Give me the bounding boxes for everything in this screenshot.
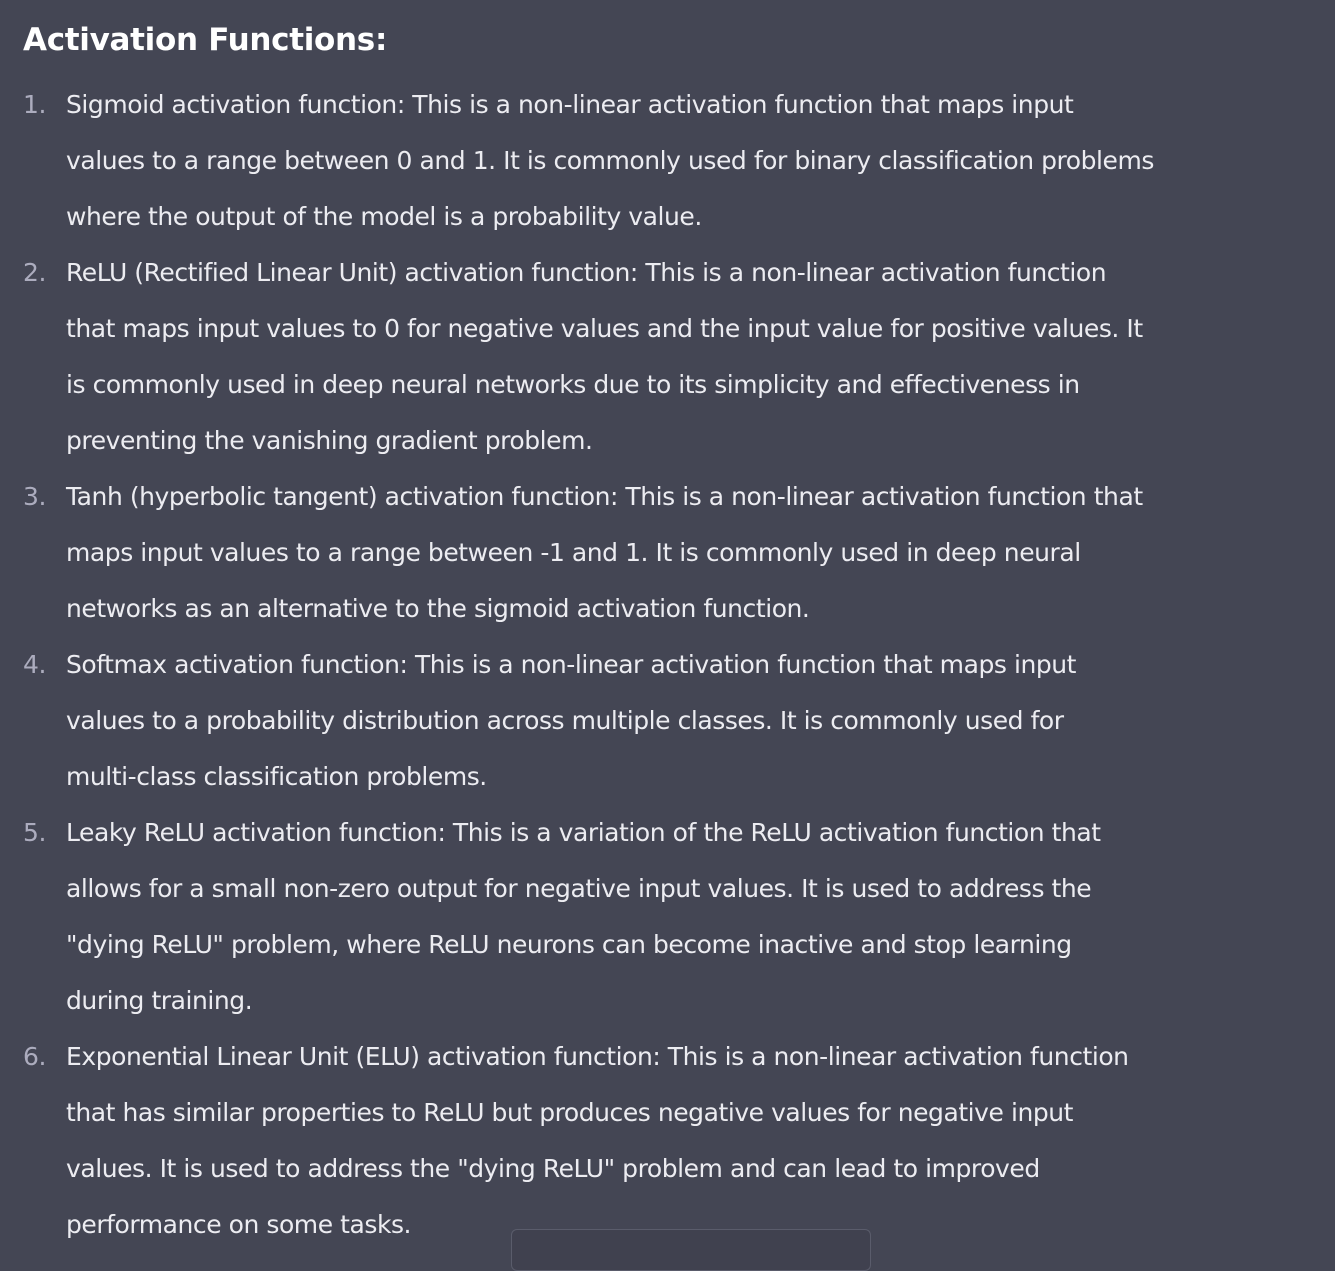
activation-functions-list — [23, 77, 1333, 1253]
list-item-number: 3. — [23, 482, 46, 511]
list-item-line: preventing the vanishing gradient problem. — [66, 426, 593, 455]
list-item-line: Sigmoid activation function: This is a non-linear activation function that maps input — [66, 90, 1074, 119]
list-item — [23, 637, 1333, 805]
list-item-line: is commonly used in deep neural networks due to its simplicity and effectiveness in — [66, 370, 1080, 399]
section-heading: Activation Functions: — [23, 22, 388, 58]
list-item-line: maps input values to a range between -1 and 1. It is commonly used in deep neural — [66, 538, 1081, 567]
list-item-line: Exponential Linear Unit (ELU) activation function: This is a non-linear activation function — [66, 1042, 1129, 1071]
list-item-line: values to a probability distribution across multiple classes. It is commonly used for — [66, 706, 1064, 735]
list-item — [23, 77, 1333, 245]
list-item-number: 4. — [23, 650, 46, 679]
list-item-line: where the output of the model is a probability value. — [66, 202, 702, 231]
list-item-line: Softmax activation function: This is a non-linear activation function that maps input — [66, 650, 1077, 679]
regenerate-response-button[interactable] — [511, 1229, 871, 1271]
list-item — [23, 1029, 1333, 1253]
list-item-line: Tanh (hyperbolic tangent) activation function: This is a non-linear activation function that — [66, 482, 1143, 511]
list-item-number: 1. — [23, 90, 46, 119]
list-item — [23, 245, 1333, 469]
list-item-line: values. It is used to address the "dying ReLU" problem and can lead to improved — [66, 1154, 1040, 1183]
list-item-line: ReLU (Rectified Linear Unit) activation function: This is a non-linear activation function — [66, 258, 1107, 287]
list-item-line: performance on some tasks. — [66, 1210, 412, 1239]
list-item-line: multi-class classification problems. — [66, 762, 487, 791]
list-item-line: that maps input values to 0 for negative values and the input value for positive values. It — [66, 314, 1143, 343]
list-item-line: "dying ReLU" problem, where ReLU neurons can become inactive and stop learning — [66, 930, 1072, 959]
list-item — [23, 469, 1333, 637]
list-item-line: values to a range between 0 and 1. It is commonly used for binary classification problems — [66, 146, 1154, 175]
list-item-number: 6. — [23, 1042, 46, 1071]
list-item-line: networks as an alternative to the sigmoid activation function. — [66, 594, 810, 623]
list-item-line: allows for a small non-zero output for negative input values. It is used to address the — [66, 874, 1092, 903]
message-content — [23, 0, 1333, 1253]
list-item-line: during training. — [66, 986, 253, 1015]
list-item-number: 2. — [23, 258, 46, 287]
list-item-line: that has similar properties to ReLU but produces negative values for negative input — [66, 1098, 1074, 1127]
list-item-line: Leaky ReLU activation function: This is a variation of the ReLU activation function that — [66, 818, 1101, 847]
list-item-number: 5. — [23, 818, 46, 847]
list-item — [23, 805, 1333, 1029]
